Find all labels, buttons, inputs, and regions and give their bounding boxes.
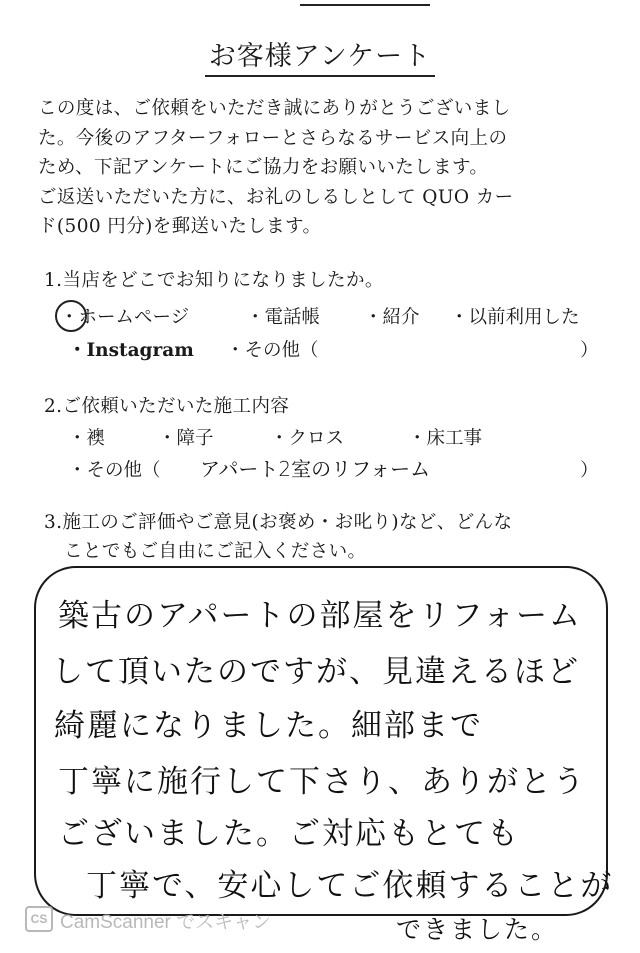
question-3-label: 3.施工のご評価やご意見(お褒め・お叱り)など、どんな	[44, 512, 513, 533]
option-cloth[interactable]: ・クロス	[270, 428, 345, 449]
option-floor-work[interactable]: ・床工事	[408, 428, 483, 449]
other-handwritten-answer: アパート2室のリフォーム	[200, 457, 431, 481]
intro-text	[38, 94, 628, 242]
option-other-close: ）	[580, 460, 599, 481]
handwritten-comment-line: ございました。ご対応もとても	[58, 816, 520, 852]
option-other[interactable]: ・その他（	[68, 460, 161, 481]
camscanner-watermark: CamScanner でスキャン	[60, 912, 272, 933]
handwritten-comment-line: 丁寧に施行して下さり、ありがとう	[58, 764, 586, 800]
intro-line: ご返送いただいた方に、お礼のしるしとして QUO カー	[38, 186, 514, 208]
option-fusuma[interactable]: ・襖	[68, 428, 106, 449]
option-shoji[interactable]: ・障子	[158, 428, 214, 449]
option-phonebook[interactable]: ・電話帳	[246, 307, 321, 328]
option-instagram[interactable]: ・Instagram	[68, 340, 194, 361]
survey-title	[0, 34, 640, 73]
intro-line: この度は、ご依頼をいただき誠にありがとうございまし	[38, 98, 511, 119]
option-homepage[interactable]: ・ホームページ	[60, 307, 190, 328]
option-previous-use[interactable]: ・以前利用した	[450, 307, 580, 328]
option-referral[interactable]: ・紹介	[364, 307, 420, 328]
handwritten-comment-line: 築古のアパートの部屋をリフォーム	[58, 598, 582, 634]
survey-title-text: お客様アンケート	[205, 41, 435, 77]
intro-line: ため、下記アンケートにご協力をお願いいたします。	[38, 157, 489, 178]
question-1-label: 1.当店をどこでお知りになりましたか。	[44, 270, 384, 291]
handwritten-comment-line: できました。	[396, 915, 559, 944]
top-rule	[300, 4, 430, 6]
question-3-label-cont: ことでもご自由にご記入ください。	[64, 541, 367, 562]
camscanner-logo-icon: CS	[25, 906, 53, 932]
handwritten-comment-line: 丁寧で、安心してご依頼することが	[86, 868, 614, 904]
option-other[interactable]: ・その他（	[226, 340, 319, 361]
intro-line: ド(500 円分)を郵送いたします。	[38, 216, 322, 237]
question-2-label: 2.ご依頼いただいた施工内容	[44, 396, 290, 417]
handwritten-comment-line: 綺麗になりました。細部まで	[54, 708, 483, 744]
option-other-close: ）	[580, 340, 599, 361]
handwritten-comment-line: して頂いたのですが、見違えるほど	[52, 654, 580, 690]
intro-line: た。今後のアフターフォローとさらなるサービス向上の	[38, 127, 508, 149]
